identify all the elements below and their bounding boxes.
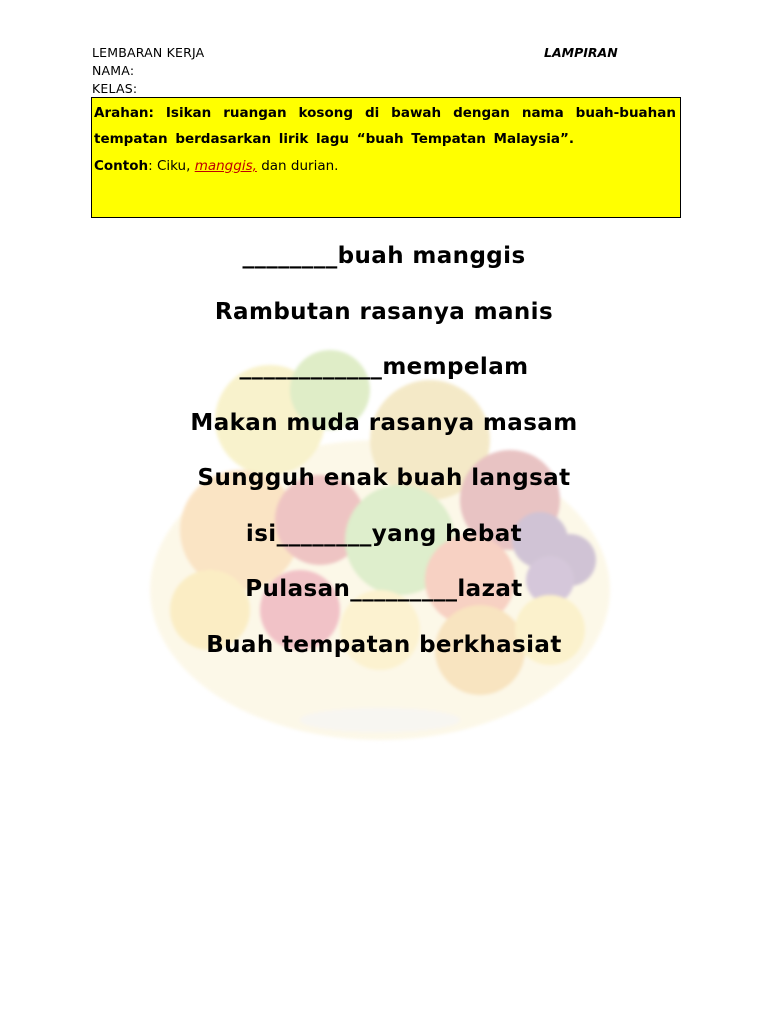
instruction-body: Isikan ruangan kosong di bawah dengan nama buah-buahan tempatan berdasarkan lirik lagu “buah Tempatan Malaysia”. [94,105,676,147]
lyric-line-5: Sungguh enak buah langsat [197,465,571,491]
worksheet-title: LEMBARAN KERJA [92,45,205,60]
lyric-line-6: isi________yang hebat [245,520,523,547]
attachment-label: LAMPIRAN [544,45,618,60]
example-line [94,156,676,176]
instruction-text [94,100,676,152]
name-field-label: NAMA: [92,63,135,78]
lyric-line-3: ____________mempelam [239,354,529,380]
lyric-line-8: Buah tempatan berkhasiat [206,631,562,658]
class-field-label: KELAS: [92,81,138,96]
worksheet-header [92,44,204,98]
example-answer: manggis, [194,158,257,174]
song-lyrics [0,236,768,680]
example-prefix: : Ciku, [148,158,195,174]
lyric-line-4: Makan muda rasanya masam [190,409,578,436]
example-label: Contoh [94,158,149,174]
instruction-label: Arahan: [94,105,154,121]
lyric-line-7: Pulasan_________lazat [245,576,523,602]
lyric-line-2: Rambutan rasanya manis [214,298,554,325]
example-suffix: dan durian. [256,158,339,174]
lyric-line-1: ________buah manggis [242,243,526,269]
instruction-box [91,97,681,218]
